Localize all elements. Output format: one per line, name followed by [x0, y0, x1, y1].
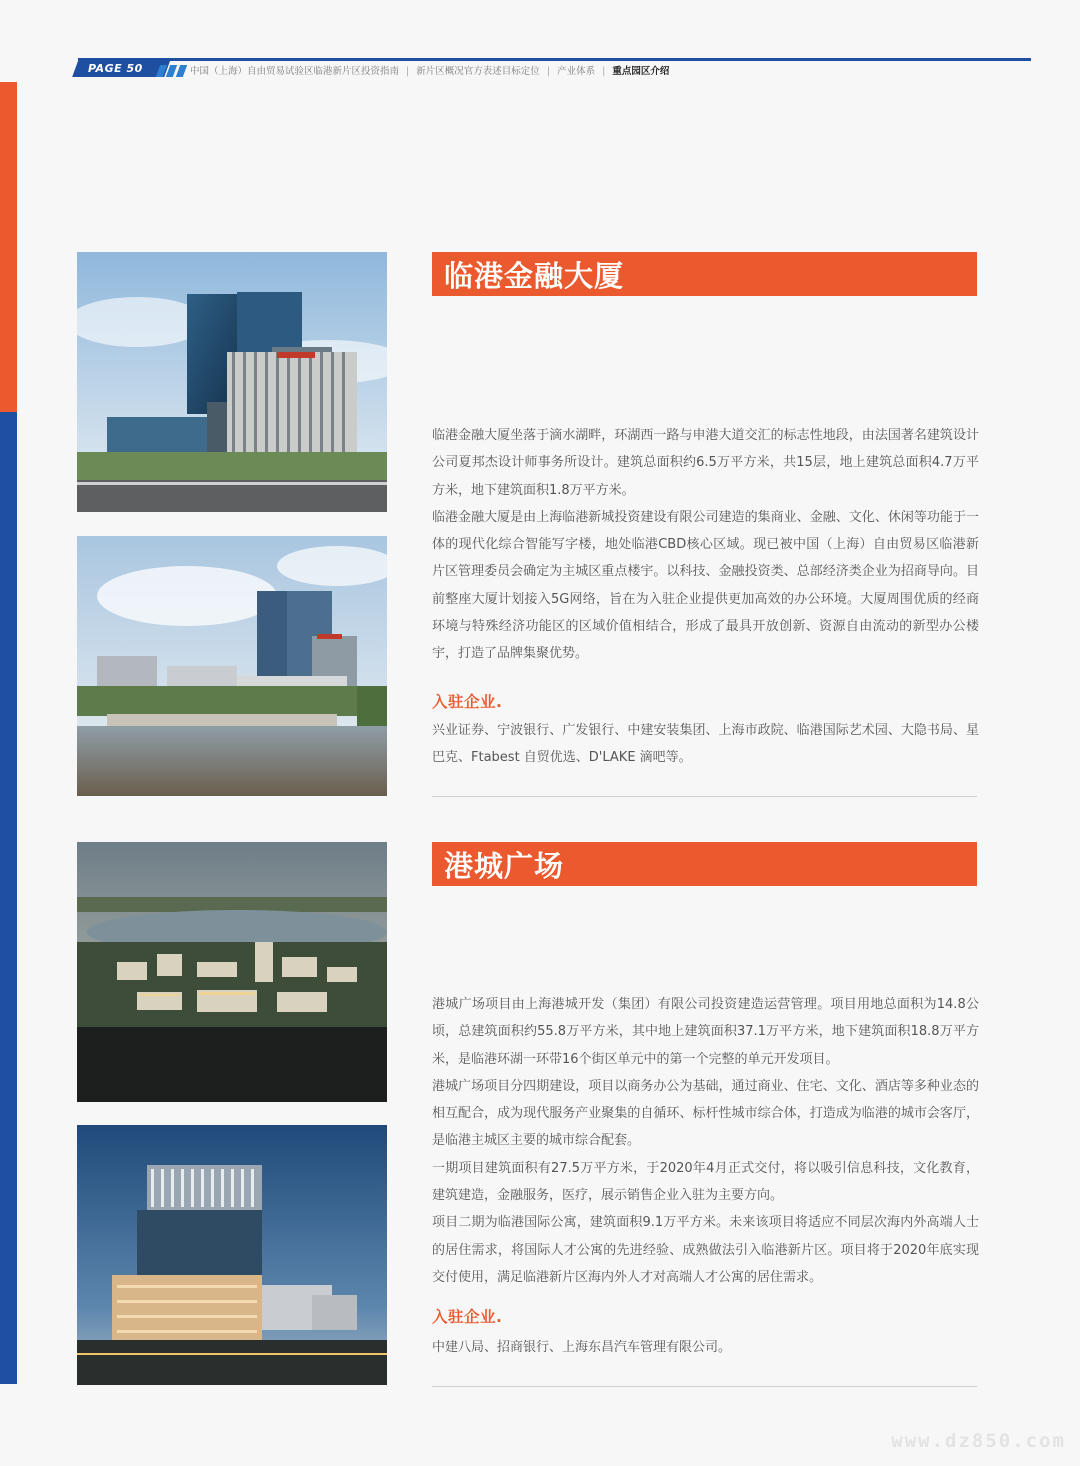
- section-body: [432, 422, 979, 668]
- body-paragraph: 临港金融大厦是由上海临港新城投资建设有限公司建造的集商业、金融、文化、休闲等功能于一体的现代化综合智能写字楼，地处临港CBD核心区域。现已被中国（上海）自由贸易区临港新片区管理委员会确定为主城区重点楼宇。以科技、金融投资类、总部经济类企业为招商导向。目前整座大厦计划接入5G网络，旨在为入驻企业提供更加高效的办公环境。大厦周围优质的经商环境与特殊经济功能区的区域价值相结合，形成了最具开放创新、资源自由流动的新型办公楼宇，打造了品牌集聚优势。: [432, 509, 979, 662]
- breadcrumb-separator: |: [546, 66, 551, 77]
- header-rule: [78, 58, 1031, 61]
- body-paragraph: 临港金融大厦坐落于滴水湖畔，环湖西一路与申港大道交汇的标志性地段，由法国著名建筑设计公司夏邦杰设计师事务所设计。建筑总面积约6.5万平方米，共15层，地上建筑总面积4.7万平方米，地下建筑面积1.8万平方米。: [432, 428, 979, 498]
- body-paragraph: 港城广场项目由上海港城开发（集团）有限公司投资建造运营管理。项目用地总面积为14.8公顷，总建筑面积约55.8万平方米，其中地上建筑面积37.1万平方米，地下建筑面积18.8万平方米，是临港环湖一环带16个街区单元中的第一个完整的单元开发项目。: [432, 997, 979, 1067]
- tenants-list: 兴业证券、宁波银行、广发银行、中建安装集团、上海市政院、临港国际艺术园、大隐书局、星巴克、Ftabest 自贸优选、D'LAKE 滴吧等。: [432, 723, 979, 766]
- breadcrumb-separator: |: [406, 66, 410, 77]
- breadcrumb-item[interactable]: 产业体系: [557, 66, 596, 77]
- breadcrumb: [190, 64, 669, 80]
- photo-finance-tower-lake: [77, 536, 387, 796]
- breadcrumb-current: 重点园区介绍: [612, 66, 670, 77]
- side-accent-bar-orange: [0, 82, 17, 412]
- section-title: 临港金融大厦: [444, 258, 625, 293]
- photo-finance-tower-street: [77, 252, 387, 512]
- breadcrumb-item[interactable]: 中国（上海）自由贸易试验区临港新片区投资指南: [190, 66, 400, 77]
- section-title-bar: [432, 252, 977, 296]
- body-paragraph: 项目二期为临港国际公寓，建筑面积9.1万平方米。未来该项目将适应不同层次海内外高端人士的居住需求，将国际人才公寓的先进经验、成熟做法引入临港新片区。项目将于2020年底实现交付使用，满足临港新片区海内外人才对高端人才公寓的居住需求。: [432, 1215, 979, 1285]
- page-number: PAGE 50: [88, 62, 143, 75]
- breadcrumb-separator: |: [602, 66, 606, 77]
- side-accent-bar-blue: [0, 412, 17, 1384]
- body-paragraph: 一期项目建筑面积有27.5万平方米，于2020年4月正式交付，将以吸引信息科技，文化教育，建筑建造，金融服务，医疗，展示销售企业入驻为主要方向。: [432, 1160, 979, 1204]
- tenants-heading: 入驻企业.: [432, 693, 503, 711]
- header-slash-mark: [176, 65, 187, 77]
- section-body: [432, 991, 979, 1291]
- photo-port-city-aerial: [77, 842, 387, 1102]
- breadcrumb-item[interactable]: 新片区概况官方表述目标定位: [416, 66, 540, 77]
- tenants-heading: 入驻企业.: [432, 1308, 503, 1326]
- photo-port-city-tower-night: [77, 1125, 387, 1385]
- section-divider: [432, 1386, 977, 1387]
- section-divider: [432, 796, 977, 797]
- tenants-list: 中建八局、招商银行、上海东昌汽车管理有限公司。: [432, 1340, 732, 1355]
- body-paragraph: 港城广场项目分四期建设，项目以商务办公为基础，通过商业、住宅、文化、酒店等多种业态的相互配合，成为现代服务产业聚集的自循环、标杆性城市综合体，打造成为临港的城市会客厅，是临港主城区主要的城市综合配套。: [432, 1078, 979, 1149]
- section-title-bar: [432, 842, 977, 886]
- section-title: 港城广场: [444, 848, 565, 883]
- watermark: www.dz850.com: [891, 1430, 1066, 1452]
